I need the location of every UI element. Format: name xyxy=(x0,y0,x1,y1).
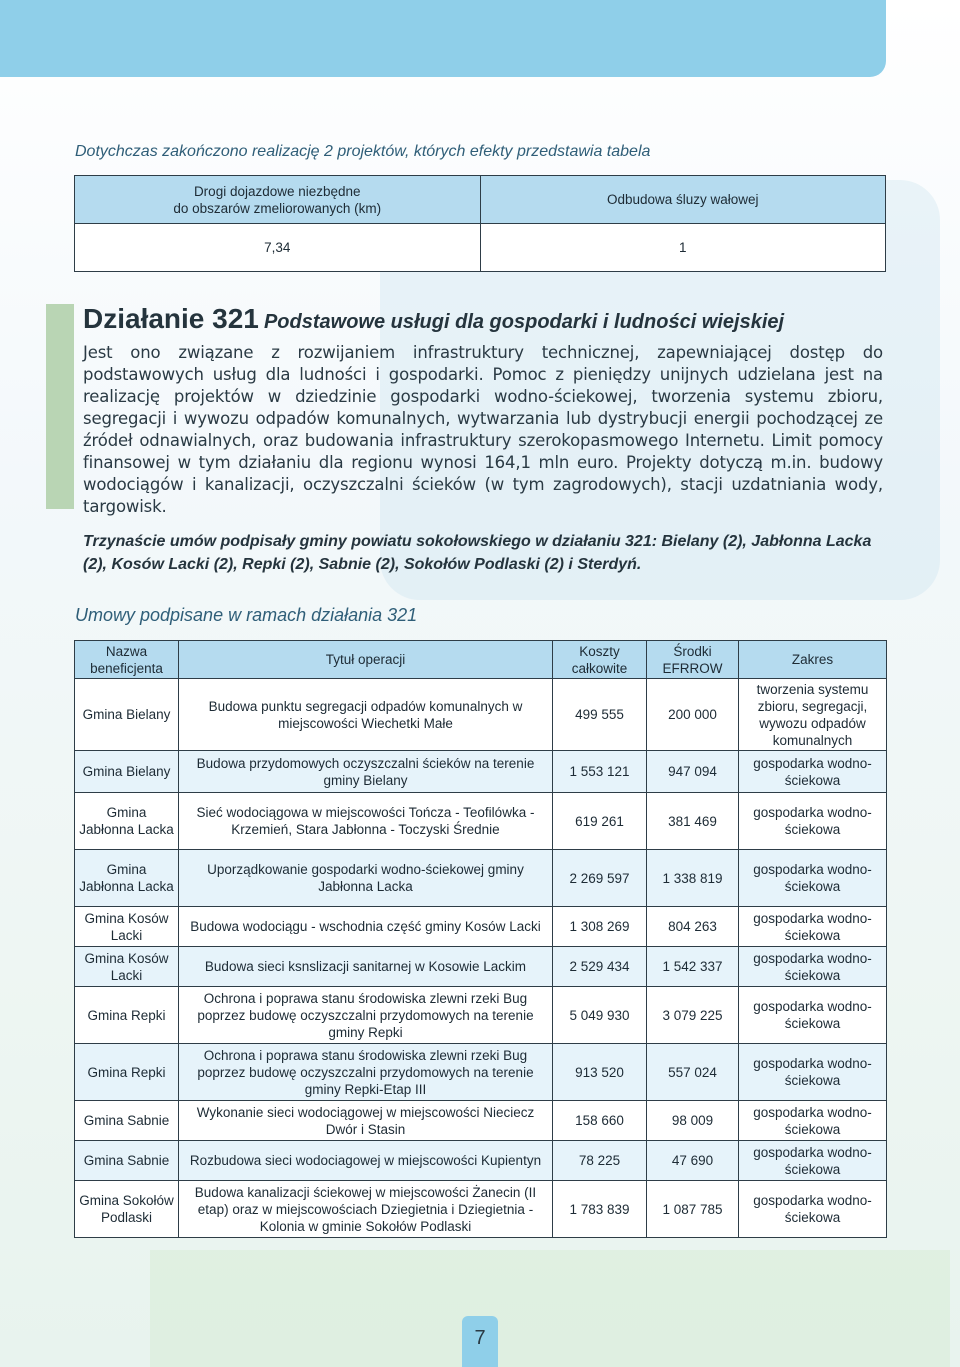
table-cell: 3 079 225 xyxy=(647,987,739,1044)
table-cell: Uporządkowanie gospodarki wodno-ściekowej gminy Jabłonna Lacka xyxy=(179,850,553,907)
table-cell: 158 660 xyxy=(553,1101,647,1141)
section-title-main: Działanie 321 xyxy=(83,303,259,334)
contracts-table xyxy=(74,640,887,1238)
table-cell: 1 542 337 xyxy=(647,947,739,987)
table-cell: Gmina Jabłonna Lacka xyxy=(75,793,179,850)
table-cell: 2 529 434 xyxy=(553,947,647,987)
table-cell: gospodarka wodno-ściekowa xyxy=(739,751,887,793)
table-cell: Budowa kanalizacji ściekowej w miejscowości Żanecin (II etap) oraz w miejscowościach Dziegietnia i Dziegietnia - Kolonia w gminie Sokołów Podlaski xyxy=(179,1181,553,1238)
table-cell: Rozbudowa sieci wodociagowej w miejscowości Kupientyn xyxy=(179,1141,553,1181)
table-cell: 913 520 xyxy=(553,1044,647,1101)
table-cell: Budowa sieci ksnslizacji sanitarnej w Kosowie Lackim xyxy=(179,947,553,987)
table-cell: Gmina Kosów Lacki xyxy=(75,907,179,947)
col-header-total-cost: Koszty całkowite xyxy=(553,641,647,679)
top-decorative-band xyxy=(0,0,886,77)
summary-table xyxy=(74,175,886,272)
table-cell: gospodarka wodno-ściekowa xyxy=(739,1141,887,1181)
table-cell: gospodarka wodno-ściekowa xyxy=(739,987,887,1044)
section-title-sub: Podstawowe usługi dla gospodarki i ludności wiejskiej xyxy=(263,311,785,333)
table-cell: 1 553 121 xyxy=(553,751,647,793)
table-cell: Gmina Sabnie xyxy=(75,1141,179,1181)
table-cell: gospodarka wodno-ściekowa xyxy=(739,850,887,907)
table-cell: gospodarka wodno-ściekowa xyxy=(739,1101,887,1141)
section-accent-bar xyxy=(46,304,74,509)
table-cell: 2 269 597 xyxy=(553,850,647,907)
contracts-caption: Umowy podpisane w ramach działania 321 xyxy=(75,605,418,625)
page-number: 7 xyxy=(462,1316,498,1367)
table-cell: Gmina Bielany xyxy=(75,751,179,793)
table-cell: Sieć wodociągowa w miejscowości Tończa - Teofilówka - Krzemień, Stara Jabłonna - Toczyski Średnie xyxy=(179,793,553,850)
summary-value-roads: 7,34 xyxy=(75,224,481,272)
table-cell: Budowa przydomowych oczyszczalni ścieków na terenie gminy Bielany xyxy=(179,751,553,793)
table-cell: 947 094 xyxy=(647,751,739,793)
table-cell: Gmina Repki xyxy=(75,987,179,1044)
table-cell: 499 555 xyxy=(553,679,647,751)
background-shape-bottom xyxy=(150,1250,950,1367)
table-cell: Ochrona i poprawa stanu środowiska zlewni rzeki Bug poprzez budowę oczyszczalni przydomowych na terenie gminy Repki-Etap III xyxy=(179,1044,553,1101)
table-cell: gospodarka wodno-ściekowa xyxy=(739,1181,887,1238)
table-cell: 98 009 xyxy=(647,1101,739,1141)
section-highlight: Trzynaście umów podpisały gminy powiatu sokołowskiego w działaniu 321: Bielany (2), Jabłonna Lacka (2), Kosów Lacki (2), Repki (2), Sabnie (2), Sokołów Podlaski (2) i Sterdyń. xyxy=(83,533,872,573)
table-cell: gospodarka wodno-ściekowa xyxy=(739,793,887,850)
table-cell: Gmina Jabłonna Lacka xyxy=(75,850,179,907)
table-cell: Gmina Sabnie xyxy=(75,1101,179,1141)
table-cell: 1 338 819 xyxy=(647,850,739,907)
section-heading xyxy=(83,300,883,342)
table-cell: Ochrona i poprawa stanu środowiska zlewni rzeki Bug poprzez budowę oczyszczalni przydomowych na terenie gminy Repki xyxy=(179,987,553,1044)
table-cell: 804 263 xyxy=(647,907,739,947)
table-cell: gospodarka wodno-ściekowa xyxy=(739,1044,887,1101)
col-header-efrrow: Środki EFRROW xyxy=(647,641,739,679)
intro-caption: Dotychczas zakończono realizację 2 projektów, których efekty przedstawia tabela xyxy=(75,143,651,160)
table-cell: 78 225 xyxy=(553,1141,647,1181)
table-cell: 200 000 xyxy=(647,679,739,751)
table-cell: 619 261 xyxy=(553,793,647,850)
summary-header-roads: Drogi dojazdowe niezbędne do obszarów zmeliorowanych (km) xyxy=(75,176,481,224)
section-321 xyxy=(83,300,883,576)
table-cell: Budowa punktu segregacji odpadów komunalnych w miejscowości Wiechetki Małe xyxy=(179,679,553,751)
col-header-beneficiary: Nazwa beneficjenta xyxy=(75,641,179,679)
table-cell: 1 308 269 xyxy=(553,907,647,947)
table-cell: 47 690 xyxy=(647,1141,739,1181)
summary-value-sluice: 1 xyxy=(480,224,886,272)
table-cell: Gmina Kosów Lacki xyxy=(75,947,179,987)
col-header-title: Tytuł operacji xyxy=(179,641,553,679)
table-cell: gospodarka wodno-ściekowa xyxy=(739,907,887,947)
col-header-scope: Zakres xyxy=(739,641,887,679)
table-cell: gospodarka wodno-ściekowa xyxy=(739,947,887,987)
table-cell: Wykonanie sieci wodociągowej w miejscowości Nieciecz Dwór i Stasin xyxy=(179,1101,553,1141)
table-cell: Gmina Repki xyxy=(75,1044,179,1101)
summary-header-sluice: Odbudowa śluzy wałowej xyxy=(480,176,886,224)
table-cell: Budowa wodociągu - wschodnia część gminy Kosów Lacki xyxy=(179,907,553,947)
table-cell: 1 087 785 xyxy=(647,1181,739,1238)
table-cell: 381 469 xyxy=(647,793,739,850)
table-cell: 5 049 930 xyxy=(553,987,647,1044)
table-cell: Gmina Sokołów Podlaski xyxy=(75,1181,179,1238)
table-cell: Gmina Bielany xyxy=(75,679,179,751)
table-cell: 1 783 839 xyxy=(553,1181,647,1238)
table-cell: 557 024 xyxy=(647,1044,739,1101)
section-paragraph: Jest ono związane z rozwijaniem infrastruktury technicznej, zapewniającej dostęp do podstawowych usług dla ludności i gospodarki. Pomoc z pieniędzy unijnych udzielana jest na realizację projektów w dziedzinie gospodarki wodno-ściekowej, tworzenia systemu zbioru, segregacji i wywozu odpadów komunalnych, wytwarzania lub dystrybucji energii pochodzącej ze źródeł odnawialnych, oraz budowania infrastruktury szerokopasmowego Internetu. Limit pomocy finansowej w tym działaniu dla regionu wynosi 164,1 mln euro. Projekty dotyczą m.in. budowy wodociągów i kanalizacji, oczyszczalni ścieków (w tym zagrodowych), stacji uzdatniania wody, targowisk. xyxy=(83,343,883,516)
table-cell: tworzenia systemu zbioru, segregacji, wywozu odpadów komunalnych xyxy=(739,679,887,751)
